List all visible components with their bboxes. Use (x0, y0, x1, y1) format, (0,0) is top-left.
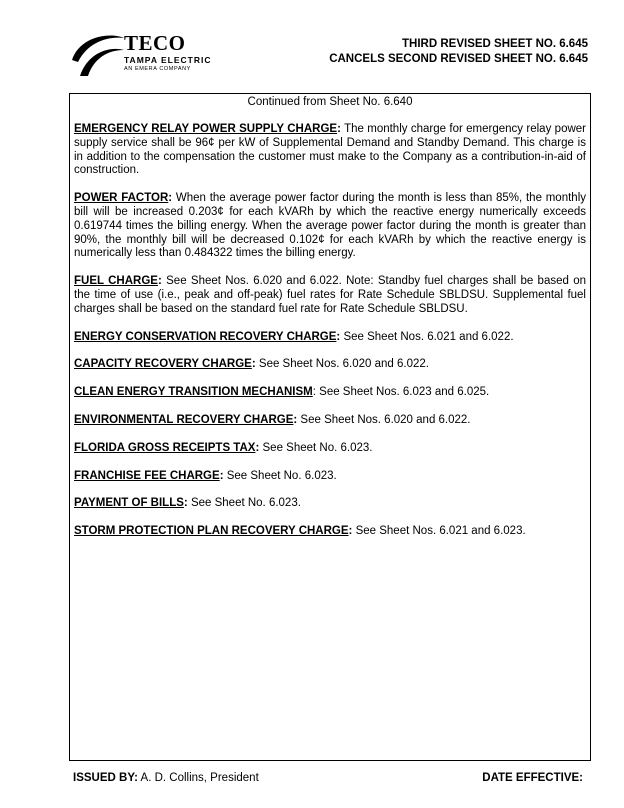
logo-name: TECO (124, 31, 186, 55)
section-heading: FLORIDA GROSS RECEIPTS TAX (74, 441, 256, 454)
section-text: See Sheet Nos. 6.021 and 6.022. (340, 330, 514, 343)
section-capacity-recovery: CAPACITY RECOVERY CHARGE: See Sheet Nos. 6.020 and 6.022. (74, 358, 429, 371)
section-text: See Sheet No. 6.023. (187, 497, 301, 510)
section-gross-receipts-tax: FLORIDA GROSS RECEIPTS TAX: See Sheet No. 6.023. (74, 441, 373, 454)
section-text: When the average power factor during the month is less than 85%, the monthly bill will be increased 0.203¢ for each kVARh by which the reactive energy numerically exceeds 0.619744 times the billing energy. When the average power factor during the month is greater than 90%, the monthly bill will be decreased 0.102¢ for each kVARh by which the reactive energy is numerically less than 0.484322 times the billing energy. (74, 192, 586, 260)
section-text: See Sheet Nos. 6.021 and 6.023. (352, 525, 526, 538)
section-text: See Sheet No. 6.023. (223, 469, 337, 482)
section-franchise-fee: FRANCHISE FEE CHARGE: See Sheet No. 6.023. (74, 469, 337, 482)
issued-by-value: A. D. Collins, President (137, 772, 259, 784)
section-text: See Sheet No. 6.023. (259, 441, 373, 454)
sheet-header (329, 37, 588, 67)
continued-note: Continued from Sheet No. 6.640 (247, 96, 413, 108)
section-heading: CAPACITY RECOVERY CHARGE (74, 358, 252, 371)
section-environmental-recovery: ENVIRONMENTAL RECOVERY CHARGE: See Sheet Nos. 6.020 and 6.022. (74, 413, 471, 426)
section-text: See Sheet Nos. 6.020 and 6.022. Note: Standby fuel charges shall be based on the time of use (i.e., peak and off-peak) fuel rates for Rate Schedule SBLDSU. Supplemental fuel charges shall be based on the standard fuel rate for Rate Schedule SBLDSU. (74, 275, 586, 315)
logo-subtitle: TAMPA ELECTRIC (124, 55, 212, 65)
section-clean-energy: CLEAN ENERGY TRANSITION MECHANISM: See Sheet Nos. 6.023 and 6.025. (74, 386, 490, 399)
section-heading: CLEAN ENERGY TRANSITION MECHANISM (74, 386, 313, 399)
cancels-sheet-number: CANCELS SECOND REVISED SHEET NO. 6.645 (329, 53, 588, 65)
section-power-factor: POWER FACTOR: When the average power factor during the month is less than 85%, the monthly bill will be increased 0.203¢ for each kVARh by which the reactive energy numerically exceeds 0.619744 times the billing energy. When the average power factor during the month is greater than 90%, the monthly bill will be decreased 0.102¢ for each kVARh by which the reactive energy is numerically less than 0.484322 times the billing energy. (74, 192, 586, 260)
sheet-number: THIRD REVISED SHEET NO. 6.645 (402, 38, 588, 50)
logo-tagline: AN EMERA COMPANY (124, 66, 191, 72)
section-heading: FRANCHISE FEE CHARGE (74, 469, 220, 482)
section-energy-conservation: ENERGY CONSERVATION RECOVERY CHARGE: See Sheet Nos. 6.021 and 6.022. (74, 330, 514, 343)
section-payment-of-bills: PAYMENT OF BILLS: See Sheet No. 6.023. (74, 497, 301, 510)
section-text: See Sheet Nos. 6.020 and 6.022. (297, 413, 471, 426)
date-effective-label: DATE EFFECTIVE: (482, 772, 583, 784)
section-heading: EMERGENCY RELAY POWER SUPPLY CHARGE (74, 123, 338, 135)
issued-by (73, 772, 259, 784)
section-text: See Sheet Nos. 6.023 and 6.025. (315, 386, 490, 399)
issued-by-label: ISSUED BY: (73, 772, 138, 784)
company-logo (70, 30, 240, 80)
content-box (69, 93, 591, 761)
section-heading: FUEL CHARGE (74, 275, 158, 288)
section-storm-protection: STORM PROTECTION PLAN RECOVERY CHARGE: See Sheet Nos. 6.021 and 6.023. (74, 525, 526, 538)
section-emergency-relay: EMERGENCY RELAY POWER SUPPLY CHARGE: The monthly charge for emergency relay power supply service shall be 96¢ per kW of Supplemental Demand and Standby Demand. This charge is in addition to the compensation the customer must make to the Company as a contribution-in-aid of construction. (74, 123, 586, 177)
section-text: See Sheet Nos. 6.020 and 6.022. (255, 358, 429, 371)
section-heading: ENERGY CONSERVATION RECOVERY CHARGE (74, 330, 337, 343)
teco-swoosh-icon (70, 30, 126, 80)
section-heading: POWER FACTOR (74, 192, 169, 205)
section-fuel-charge: FUEL CHARGE: See Sheet Nos. 6.020 and 6.022. Note: Standby fuel charges shall be based on the time of use (i.e., peak and off-peak) fuel rates for Rate Schedule SBLDSU. Supplemental fuel charges shall be based on the standard fuel rate for Rate Schedule SBLDSU. (74, 275, 586, 315)
sections (74, 123, 586, 553)
section-heading: ENVIRONMENTAL RECOVERY CHARGE (74, 413, 294, 426)
section-text: The monthly charge for emergency relay power supply service shall be 96¢ per kW of Supplemental Demand and Standby Demand. This charge is in addition to the compensation the customer must make to the Company as a contribution-in-aid of construction. (74, 123, 586, 177)
section-heading: STORM PROTECTION PLAN RECOVERY CHARGE (74, 525, 349, 538)
section-heading: PAYMENT OF BILLS (74, 497, 184, 510)
